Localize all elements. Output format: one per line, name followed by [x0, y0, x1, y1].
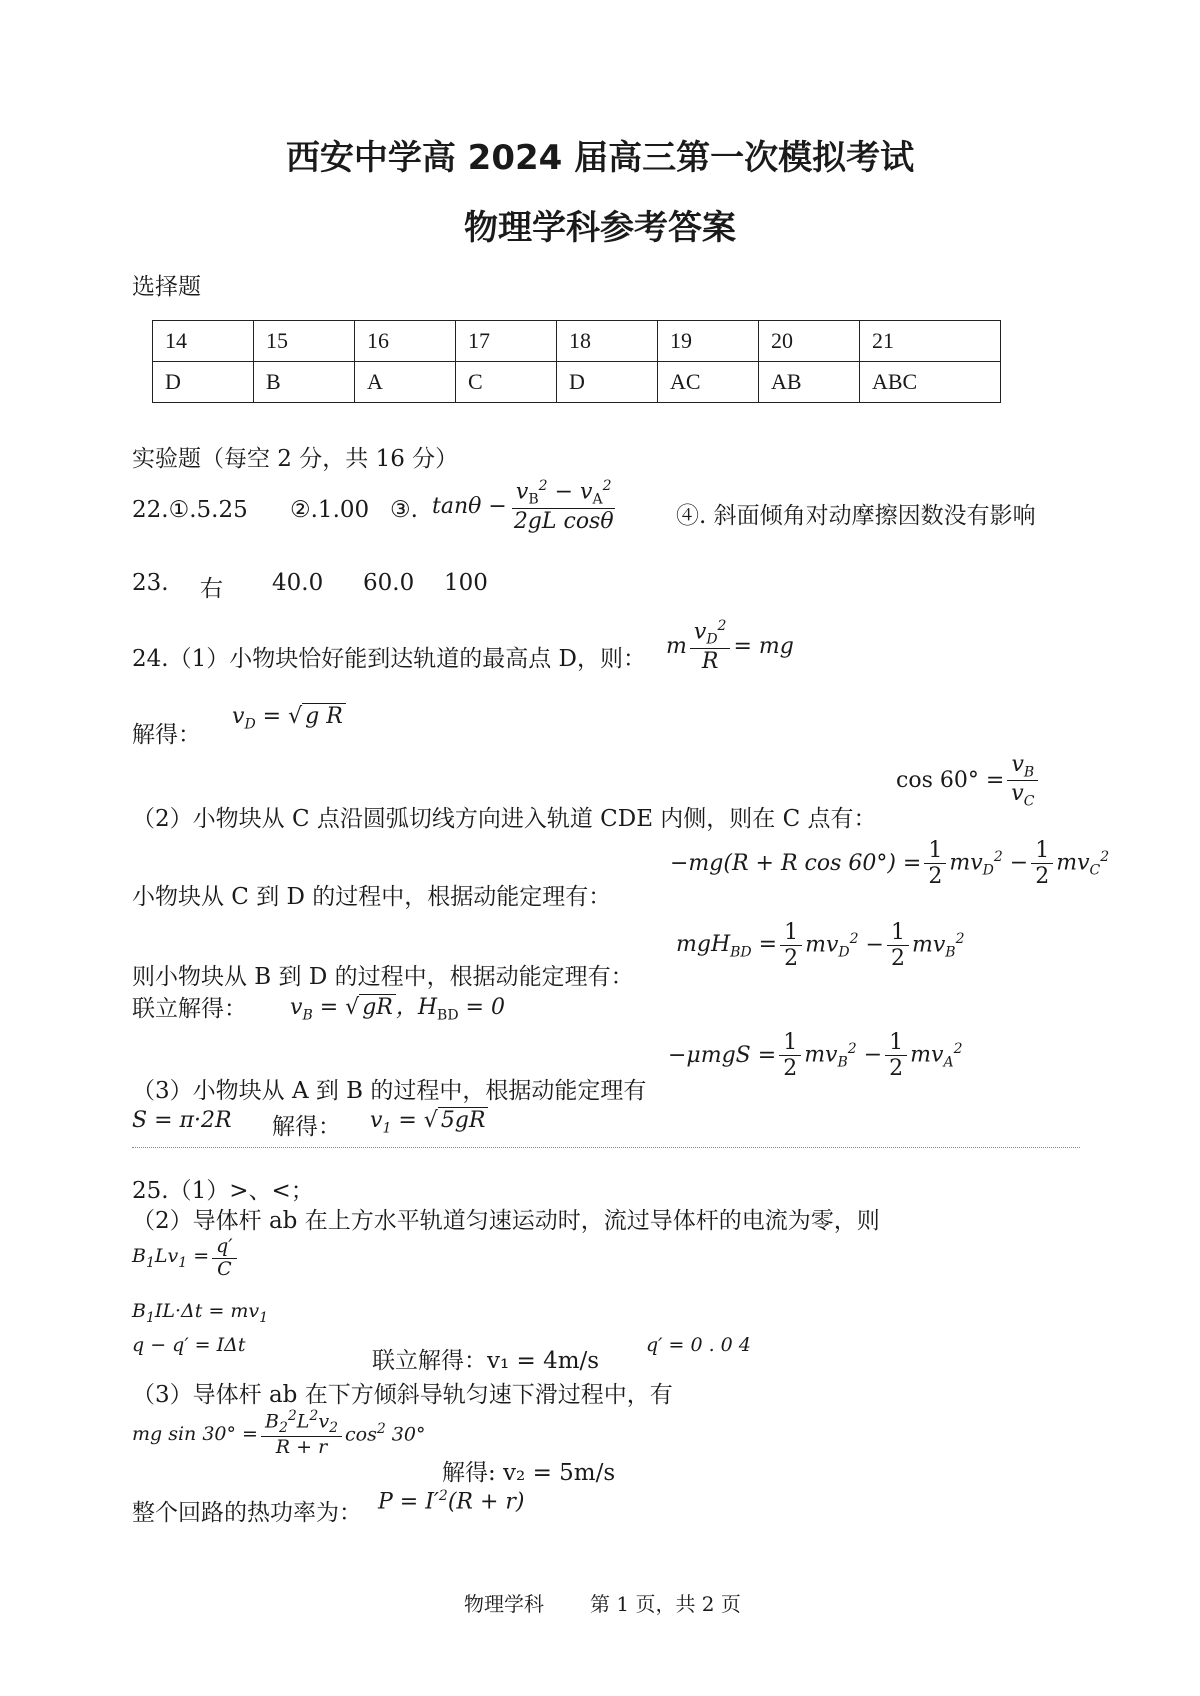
- q22-formula-lead: tanθ −: [432, 493, 507, 519]
- q24-part3-text: （3）小物块从 A 到 B 的过程中，根据动能定理有: [132, 1078, 647, 1104]
- answer-cell: AC: [658, 362, 759, 403]
- answer-cell: D: [153, 362, 254, 403]
- q24-combine-formula: $v_B$ = √ gR ，$H_{BD} = 0$: [290, 995, 505, 1024]
- question-number: 17: [456, 321, 557, 362]
- fraction: $\frac{B_2^2L^2v_2}{R + r}$: [261, 1408, 342, 1459]
- q22-blank2: ②.1.00: [290, 497, 370, 523]
- q25-eq3: q − q′ = IΔt: [132, 1334, 246, 1356]
- table-row: [153, 362, 1001, 403]
- q24-cd-formula: −mg(R + R cos 60°) = $\frac{1}{2}$ $mv_D^2$ − $\frac{1}{2}$ $mv_C^2$: [670, 838, 1110, 890]
- q22-denominator: 2gL cosθ: [513, 508, 614, 534]
- q23-value: 右: [200, 576, 223, 602]
- q24-v1-formula: $v_1$ = √ 5gR: [370, 1108, 488, 1136]
- q23-value: 100: [444, 570, 488, 596]
- q24-ab-formula: −μmgS = $\frac{1}{2}$ $mv_B^2$ − $\frac{1}{2}$ $mv_A^2$: [668, 1030, 963, 1082]
- q25-eq2: $B_1IL\cdot\Delta t = mv_1$: [132, 1300, 269, 1326]
- answer-cell: ABC: [860, 362, 1001, 403]
- table-row: [153, 321, 1001, 362]
- q22-fraction: [510, 478, 618, 534]
- q24-part1-formula: m $\frac{v_D^2}{R}$ = mg: [666, 618, 794, 674]
- fraction: $\frac{1}{2}$: [885, 1030, 907, 1082]
- q25-part1: 25.（1）>、<；: [132, 1178, 314, 1204]
- q24-vd-formula: $v_D$ = √ g R: [232, 704, 346, 732]
- q25-combine: 联立解得：v₁ = 4m/s: [372, 1348, 600, 1374]
- q25-solve-v2: 解得: v₂ = 5m/s: [442, 1460, 616, 1486]
- q24-part1-text: 24.（1）小物块恰好能到达轨道的最高点 D，则：: [132, 646, 646, 672]
- fraction: $\frac{1}{2}$: [924, 838, 946, 890]
- q25-mg-formula: mg sin 30° = $\frac{B_2^2L^2v_2}{R + r}$ $\cos^2 30^\circ$: [132, 1408, 426, 1459]
- q25-q-prime: q′ = 0 . 0 4: [646, 1334, 751, 1356]
- answer-cell: B: [254, 362, 355, 403]
- q22-blank4: ④. 斜面倾角对动摩擦因数没有影响: [676, 503, 1036, 529]
- q24-part2-text: （2）小物块从 C 点沿圆弧切线方向进入轨道 CDE 内侧，则在 C 点有：: [132, 806, 877, 832]
- q24-cd-text: 小物块从 C 到 D 的过程中，根据动能定理有：: [132, 884, 612, 910]
- question-number: 18: [557, 321, 658, 362]
- footer-subject: 物理学科: [464, 1592, 544, 1616]
- question-number: 20: [759, 321, 860, 362]
- answer-cell: AB: [759, 362, 860, 403]
- footer-page: 第 1 页，共 2 页: [590, 1592, 741, 1616]
- fraction: $\frac{v_B}{v_C}$: [1007, 752, 1038, 810]
- question-number: 19: [658, 321, 759, 362]
- q25-part2-text: （2）导体杆 ab 在上方水平轨道匀速运动时，流过导体杆的电流为零，则: [132, 1208, 880, 1234]
- question-number: 21: [860, 321, 1001, 362]
- q24-solve2-label: 解得：: [272, 1114, 341, 1140]
- question-number: 15: [254, 321, 355, 362]
- q25-power-formula: $P = I'^2(R + r)$: [378, 1488, 525, 1515]
- fraction: $\frac{1}{2}$: [779, 1030, 801, 1082]
- q25-eq1: $B_1Lv_1$ = $\frac{q'}{C}$: [132, 1236, 240, 1281]
- q24-bd-text: 则小物块从 B 到 D 的过程中，根据动能定理有：: [132, 964, 634, 990]
- answer-cell: A: [355, 362, 456, 403]
- divider: [132, 1147, 1080, 1148]
- choice-section-label: 选择题: [132, 274, 201, 300]
- answer-cell: D: [557, 362, 658, 403]
- page-subtitle: 物理学科参考答案: [464, 208, 736, 248]
- q22-numerator: $v_B^2 - v_A^2$: [512, 478, 616, 509]
- q22-blank3-label: ③.: [390, 497, 418, 523]
- q25-power-text: 整个回路的热功率为：: [132, 1500, 362, 1526]
- q24-combine-label: 联立解得：: [132, 996, 247, 1022]
- q23-value: 40.0: [272, 570, 324, 596]
- fraction: $\frac{1}{2}$: [780, 920, 802, 972]
- fraction: $\frac{1}{2}$: [887, 920, 909, 972]
- q23-value: 60.0: [363, 570, 415, 596]
- answer-cell: C: [456, 362, 557, 403]
- q25-part3-text: （3）导体杆 ab 在下方倾斜导轨匀速下滑过程中，有: [132, 1382, 673, 1408]
- page-title: 西安中学高 2024 届高三第一次模拟考试: [285, 138, 915, 178]
- question-number: 14: [153, 321, 254, 362]
- question-number: 16: [355, 321, 456, 362]
- q24-s-expr: S = π·2R: [132, 1108, 232, 1133]
- q24-bd-formula: mgH$_{BD}$ = $\frac{1}{2}$ $mv_D^2$ − $\frac{1}{2}$ $mv_B^2$: [676, 920, 965, 972]
- q24-cos60-formula: cos 60° = $\frac{v_B}{v_C}$: [896, 752, 1041, 810]
- experiment-section-label: 实验题（每空 2 分，共 16 分）: [132, 446, 459, 472]
- q24-solve-label: 解得：: [132, 722, 201, 748]
- q22-blank3-formula: [432, 478, 621, 534]
- q22-blank1: 22.①.5.25: [132, 497, 248, 523]
- answer-table: [152, 320, 1001, 403]
- fraction: $\frac{1}{2}$: [1031, 838, 1053, 890]
- q23-number: 23.: [132, 570, 169, 596]
- fraction: $\frac{q'}{C}$: [212, 1236, 236, 1281]
- fraction: $\frac{v_D^2}{R}$: [690, 618, 731, 674]
